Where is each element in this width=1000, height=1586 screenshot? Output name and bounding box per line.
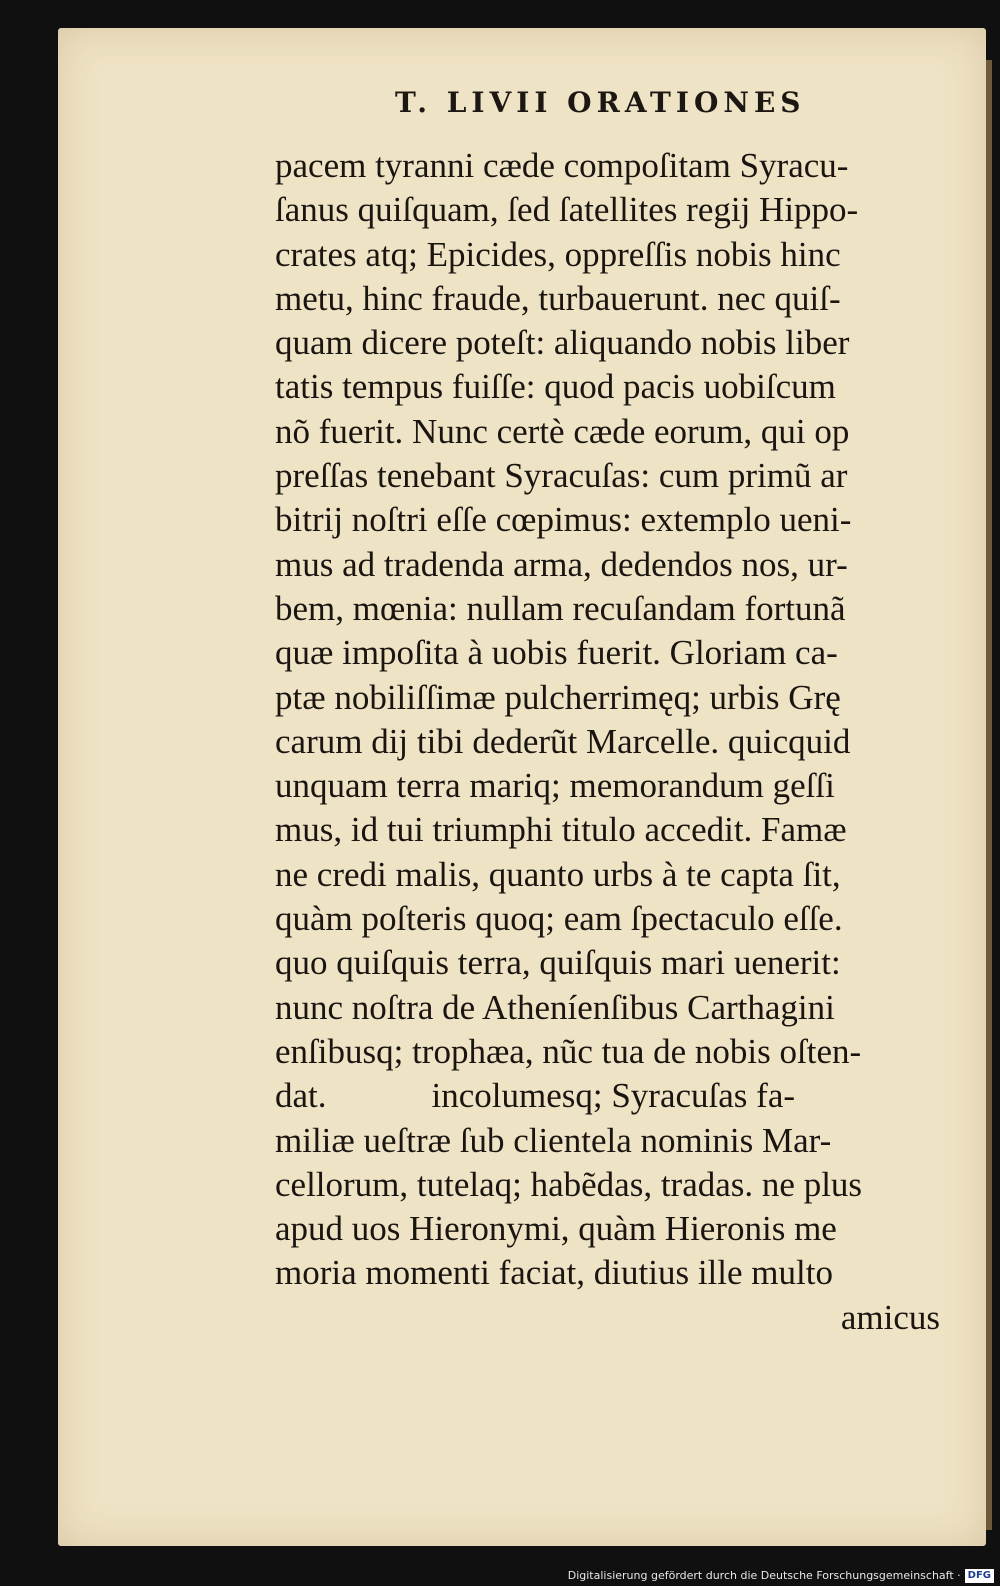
page-edge (986, 60, 992, 1530)
text-line: ne credi malis, quanto urbs à te capta ſit, (275, 854, 841, 894)
text-line: pacem tyranni cæde compoſitam Syracu- (275, 146, 849, 185)
text-line: mus ad tradenda arma, dedendos nos, ur- (275, 544, 848, 584)
text-line: bitrij noſtri eſſe cœpimus: extemplo ueni- (275, 500, 852, 540)
text-line: miliæ ueſtræ ſub clientela nominis Mar- (275, 1120, 832, 1160)
text-line: nunc noſtra de Atheníenſibus Carthagini (275, 987, 835, 1027)
text-line: bem, mœnia: nullam recuſandam fortunã (275, 588, 846, 628)
text-line: cellorum, tutelaq; habẽdas, tradas. ne plus (275, 1164, 863, 1204)
text-line: ptæ nobiliſſimæ pulcherrimęq; urbis Grę (275, 677, 841, 717)
text-line: quàm poſteris quoq; eam ſpectaculo eſſe. (275, 899, 843, 939)
dfg-logo: DFG (965, 1569, 994, 1583)
text-line: quo quiſquis terra, quiſquis mari uenerit: (275, 943, 841, 983)
text-line: tatis tempus fuiſſe: quod pacis uobiſcum (275, 367, 836, 407)
text-line: metu, hinc fraude, turbauerunt. nec quiſ- (275, 278, 841, 318)
digitization-credit (560, 1566, 1000, 1586)
running-title: T. LIVII ORATIONES (395, 86, 806, 119)
credit-text: Digitalisierung gefördert durch die Deutsche Forschungsgemeinschaft · (567, 1569, 961, 1582)
catchword: amicus (840, 1297, 940, 1337)
text-line: ſanus quiſquam, ſed ſatellites regij Hippo- (275, 190, 859, 230)
text-line: mus, id tui triumphi titulo accedit. Famæ (275, 810, 847, 850)
text-line: quæ impoſita à uobis fuerit. Gloriam ca- (275, 633, 838, 673)
text-line: unquam terra mariq; memorandum geſſi (275, 766, 835, 806)
text-line: preſſas tenebant Syracuſas: cum primũ ar (275, 456, 848, 496)
text-line: dat. incolumesq; Syracuſas fa- (275, 1076, 796, 1116)
text-line: enſibusq; trophæa, nũc tua de nobis oſten- (275, 1031, 862, 1071)
text-line: crates atq; Epicides, oppreſſis nobis hinc (275, 234, 841, 274)
body-text (275, 144, 965, 1340)
text-line: moria momenti faciat, diutius ille multo (275, 1253, 833, 1293)
text-line: nõ fuerit. Nunc certè cæde eorum, qui op (275, 411, 850, 451)
text-line: carum dij tibi dederũt Marcelle. quicquid (275, 721, 851, 761)
text-line: quam dicere poteſt: aliquando nobis liber (275, 323, 850, 363)
text-line: apud uos Hieronymi, quàm Hieronis me (275, 1209, 837, 1249)
